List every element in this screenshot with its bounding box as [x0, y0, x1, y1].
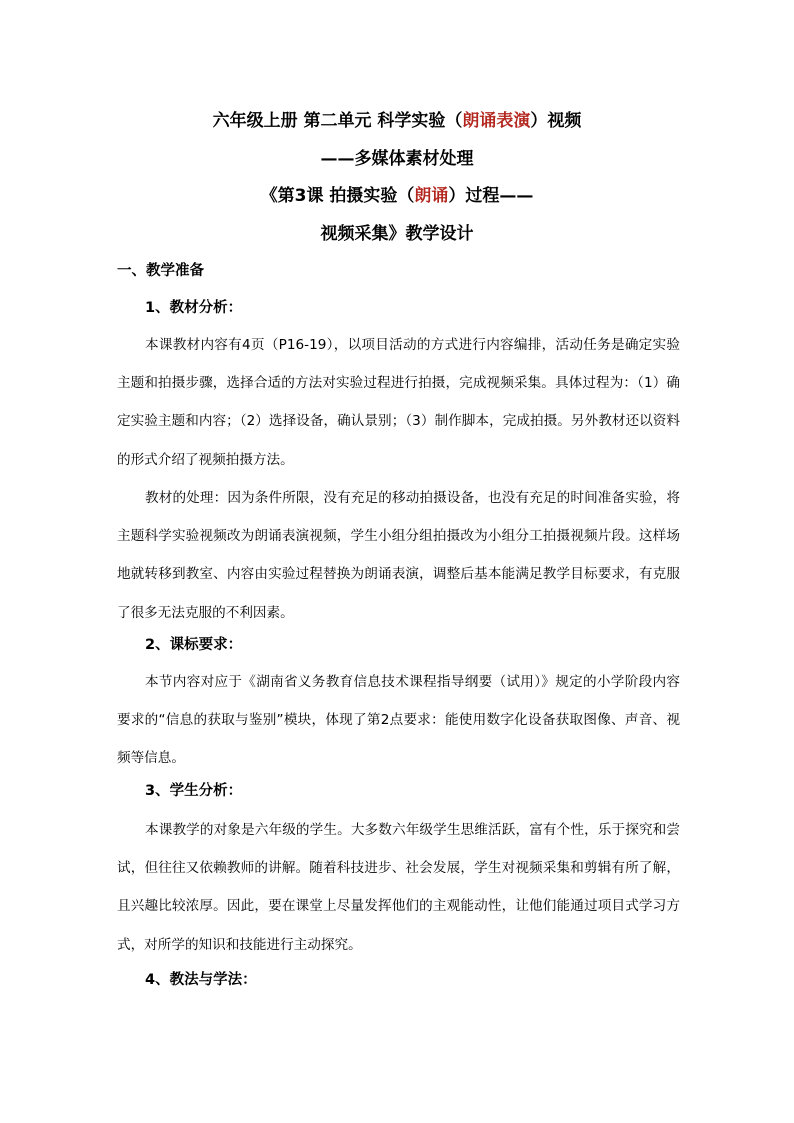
title-line-1: [0, 110, 794, 132]
title-line-2: ——多媒体素材处理: [320, 149, 474, 169]
paragraph-textbook-handling: 教材的处理：因为条件所限，没有充足的移动拍摄设备，也没有充足的时间准备实验，将主题科学实验视频改为朗诵表演视频，学生小组分组拍摄改为小组分工拍摄视频片段。这样场地就转移到教室、内容由实验过程替换为朗诵表演，调整后基本能满足教学目标要求，有克服了很多无法克服的不利因素。: [117, 490, 680, 621]
subheading-teaching-methods: 4、教法与学法：: [145, 972, 257, 988]
title-highlight-recitation: 朗诵: [414, 186, 449, 206]
paragraph-student-analysis: 本课教学的对象是六年级的学生。大多数六年级学生思维活跃，富有个性，乐于探究和尝试，但往往又依赖教师的讲解。随着科技进步、社会发展，学生对视频采集和剪辑有所了解，且兴趣比较浓厚。因此，要在课堂上尽量发挥他们的主观能动性，让他们能通过项目式学习方式，对所学的知识和技能进行主动探究。: [117, 822, 680, 953]
subheading-student-analysis: 3、学生分析：: [145, 783, 243, 799]
title-line-3-pre: 《第3课 拍摄实验（: [260, 186, 415, 206]
title-line-3-post: ）过程——: [448, 186, 534, 206]
title-line-4: 视频采集》教学设计: [320, 224, 474, 244]
paragraph-textbook-content: 本课教材内容有4页（P16-19），以项目活动的方式进行内容编排，活动任务是确定实验主题和拍摄步骤，选择合适的方法对实验过程进行拍摄，完成视频采集。具体过程为：（1）确定实验主题和内容；（2）选择设备，确认景别；（3）制作脚本，完成拍摄。另外教材还以资料的形式介绍了视频拍摄方法。: [117, 337, 680, 468]
section-heading-teaching-preparation: 一、教学准备: [117, 263, 204, 279]
title-line-1-post: ）视频: [530, 111, 582, 131]
paragraph-curriculum-requirements: 本节内容对应于《湖南省义务教育信息技术课程指导纲要（试用）》规定的小学阶段内容要求的“信息的获取与鉴别”模块，体现了第2点要求：能使用数字化设备获取图像、声音、视频等信息。: [117, 674, 680, 767]
title-line-1-pre: 六年级上册 第二单元 科学实验（: [212, 111, 463, 131]
subheading-curriculum-requirements: 2、课标要求：: [145, 637, 243, 653]
subheading-textbook-analysis: 1、教材分析：: [145, 300, 243, 316]
title-highlight-performance: 朗诵表演: [462, 111, 531, 131]
title-line-3: [0, 185, 794, 207]
